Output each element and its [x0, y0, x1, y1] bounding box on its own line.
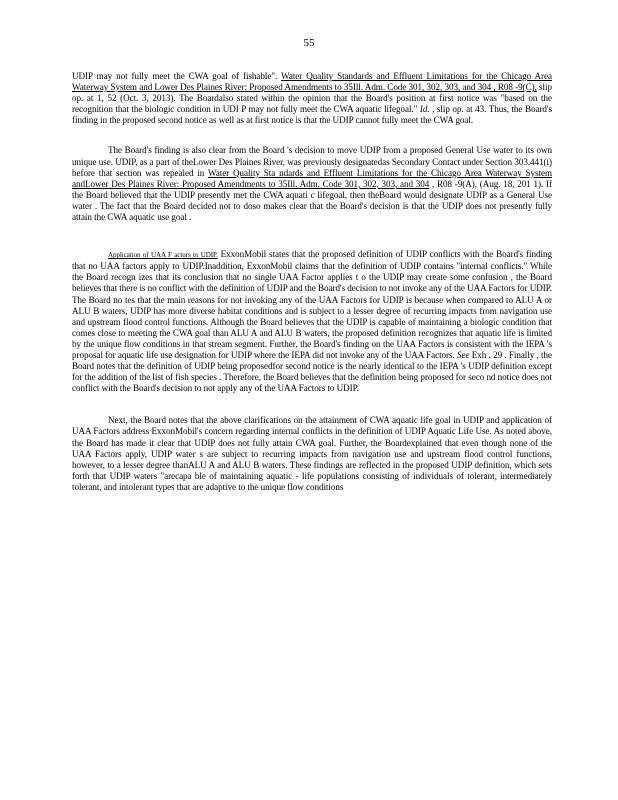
paragraph-3	[72, 249, 552, 394]
paragraph-4	[72, 415, 552, 493]
see-signal: See	[457, 349, 470, 360]
text-run: ExxonMobil states that the proposed definition of UDIP conflicts with the Board's finding that no UAA factors apply to UDIP.Inaddition, ExxonMobil claims that the definition of UDIP contains "internal conflicts." While the Board recogn izes that its conclusion that no single UAA Factor applies t o the UDIP may create some confusion , the Board believes that there is no conflict with the definition of UDIP and the Board's decision to not invoke any of the UAA Factors for UDIP. The Board no tes that the main reasons for not invoking any of the UAA Factors for UDIP is because when compared to ALU A or ALU B waters, UDIP has more diverse habitat conditions and is subject to a lesser degree of recurring impacts from navigation use and upstream flood control functions. Although the Board believes that the UDIP is capable of maintaining a biologic condition that comes close to meeting the CWA goal than ALU A and ALU B waters, the proposed definition recognizes that aquatic life is limited by the unique flow conditions in that stream segment. Further, the Board's finding on the UAA Factors is consistent with the IEPA 's proposal for aquatic life use designation for UDIP where the IEPA did not invoke any of the UAA Factors.	[72, 249, 552, 360]
section-heading: Application of UAA F actors to UDIP.	[108, 251, 218, 260]
page-number: 55	[303, 37, 315, 49]
text-run: Exh . 29 . Finally , the Board notes that the definition of UDIP being proposedfor second notice is the nearly identical to the IEPA 's UDIP definition except for the addition of the list of fish species . Therefore, the Board believes that the definition being proposed for seco nd notice does not conflict with the Board's decision to not apply any of the UAA Factors to UDIP.	[72, 349, 552, 394]
paragraph-2	[72, 145, 552, 223]
case-citation: Water Quality Standards and Effluent Limitations for the Chicago Area Waterway System and Lower Des Plaines River: Proposed Amendments to 35Ill. Adm. Code 301, 302, 303, and 304 , R08 -9(C),	[72, 71, 552, 93]
document-body	[72, 71, 552, 493]
case-citation: Water Quality Sta ndards and Effluent Limitations for the Chicago Area Waterway System andLower Des Plaines River: Proposed Amendments to 35Ill. Adm. Code 301, 302, 303, and 304	[72, 167, 552, 189]
paragraph-1	[72, 71, 552, 126]
text-run: , R08 -9(A), (Aug. 18, 201 1). If the Board believed that the UDIP presently met the CWA aquati c lifegoal, then theBoard would designate UDIP as a General Use water . The fact that the Board decided not to doso makes clear that the Board's decision is that the UDIP does not presently fully attain the CWA aquatic use goal .	[72, 178, 552, 223]
text-run: Next, the Board notes that the above clarifications on the attainment of CWA aquatic life goal in UDIP and application of UAA Factors address ExxonMobil's concern regarding internal conflicts in the definition of UDIP Aquatic Life Use. As noted above, the Board has made it clear that UDIP does not fully attain CWA goal. Further, the Boardexplained that even though none of the UAA Factors apply, UDIP water s are subject to recurring impacts from navigation use and upstream flood control functions, however, to a lesser degree thanALU A and ALU B waters. These findings are reflected in the proposed UDIP definition, which sets forth that UDIP waters "arecapa ble of maintaining aquatic - life populations consisting of individuals of tolerant, intermediately tolerant, and intolerant types that are adaptive to the unique flow conditions	[72, 415, 552, 492]
text-run: slip op. at 1, 52 (Oct. 3, 2013). The Boardalso stated within the opinion that the Board's position at first notice was "based on the recognition that the biologic condition in UDI P may not fully meet the CWA aquatic lifegoal."	[72, 82, 552, 115]
text-run: , slip op. at 43. Thus, the Board's finding in the proposed second notice as well as at first notice is that the UDIP cannot fully meet the CWA goal.	[72, 104, 552, 126]
text-run: UDIP may not fully meet the CWA goal of fishable".	[72, 71, 282, 81]
text-run: The Board's finding is also clear from the Board 's decision to move UDIP from a proposed General Use water to its own unique use. UDIP, as a part of theLower Des Plaines River, was previously designatedas Secondary Contact under Section 303.441(i) before that section was repealed in	[72, 145, 552, 178]
id-citation: Id.	[419, 104, 430, 115]
